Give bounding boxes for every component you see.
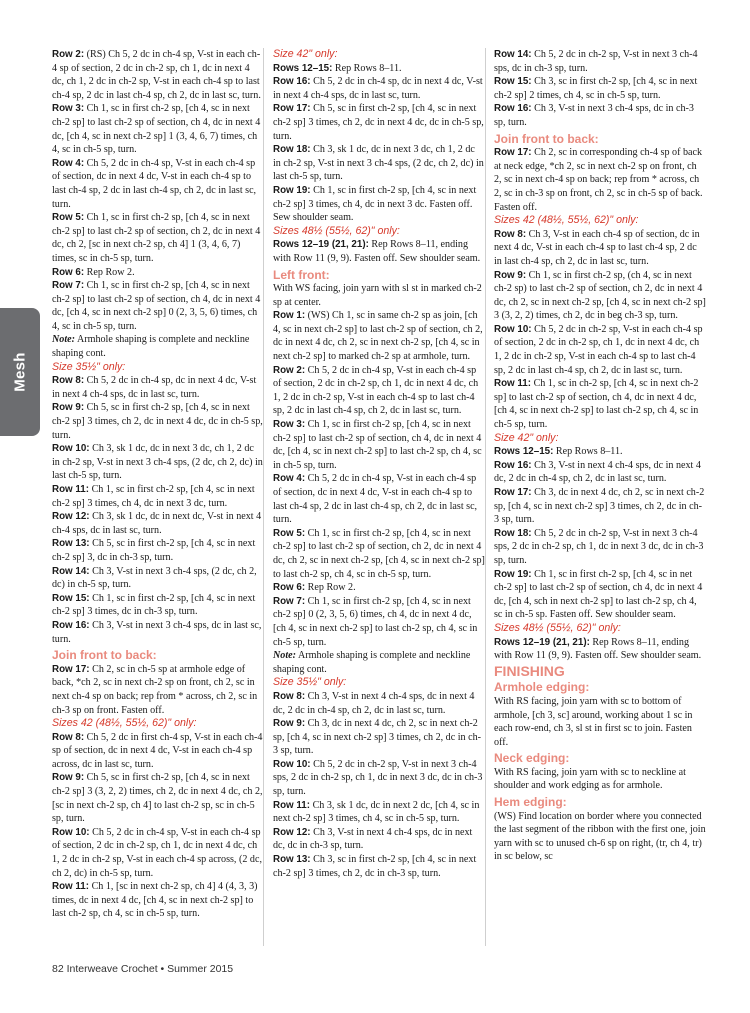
- row-number: Row 17:: [273, 103, 311, 115]
- pattern-row: [52, 537, 264, 564]
- text-column-2: [273, 48, 485, 880]
- row-instructions: Ch 1, sc in first ch-2 sp, [ch 4, sc in net ch-2 sp] to last ch-2 sp of section, ch 4, dc in next 4 dc, [ch 4, sch in next ch-2 sp] to last ch-2 sp, ch 4, sc in ch-5 sp. Fasten off. Sew shoulder seam.: [494, 568, 703, 621]
- pattern-row: [494, 527, 706, 568]
- row-number: Row 9:: [273, 718, 306, 730]
- pattern-note: [273, 649, 485, 676]
- size-heading: Size 35½" only:: [52, 360, 126, 373]
- section-heading: Neck edging:: [494, 751, 570, 766]
- pattern-row: [273, 758, 485, 799]
- row-instructions: Ch 5, 2 dc in ch-2 sp, V-st in next 3 ch-4 sps, 2 dc in ch-2 sp, ch 1, dc in next 3 dc, dc in ch-3 sp, turn.: [494, 527, 704, 566]
- pattern-row: [494, 568, 706, 622]
- row-instructions: Rep Row 2.: [86, 266, 135, 278]
- pattern-row: [273, 472, 485, 526]
- row-instructions: Ch 5, 2 dc in ch-2 sp, V-st in next 3 ch-4 sps, dc in ch-3 sp, turn.: [494, 49, 698, 74]
- pattern-row: [52, 483, 264, 510]
- row-number: Row 16:: [494, 103, 532, 115]
- pattern-row: [273, 595, 485, 649]
- row-instructions: Ch 1, sc in first ch-2 sp, [ch 4, sc in next ch-2 sp] to last ch-2 sp of section, ch 4, dc in next 4 dc, [ch 4, sc in next ch-2 sp] 1 (3, 4, 6, 7) times, ch 4, sc in ch-5 sp, turn.: [52, 103, 261, 156]
- row-instructions: (WS) Ch 1, sc in same ch-2 sp as join, [ch 4, sc in next ch-2 sp] to last ch-2 sp of section, ch 2, dc in next 4 dc, ch 2, sc in next ch-2 sp, [ch 4, sc in next ch-2 sp] to marked ch-2 sp at armhole, turn.: [273, 310, 483, 363]
- row-number: Row 11:: [494, 378, 532, 390]
- body-paragraph: With RS facing, join yarn with sc to bottom of armhole, [ch 3, sc] around, working about 1 sc in each row-end, ch 3, sl st in first sc to join. Fasten off.: [494, 695, 693, 748]
- row-instructions: Ch 1, sc in first ch-2 sp, [ch 4, sc in next ch-2 sp] to last ch-2 sp of section, ch 4, dc in next 4 dc, [ch 4, sc in next ch-2 sp] 0 (2, 3, 5, 6) times, ch 4, sc in ch-5 sp, turn.: [52, 280, 261, 332]
- row-number: Row 3:: [273, 419, 306, 431]
- row-instructions: Ch 3, V-st in next 3 ch-4 sps, dc in last sc, turn.: [52, 619, 262, 645]
- row-number: Row 18:: [273, 144, 311, 156]
- row-number: Rows 12–19 (21, 21):: [494, 636, 590, 648]
- pattern-row: [52, 211, 264, 265]
- row-instructions: Ch 5, 2 dc in ch-4 sp, dc in next 4 dc, V-st in next 4 ch-4 sps, dc in last sc, turn.: [273, 76, 483, 101]
- note-label: Note:: [273, 650, 296, 662]
- row-number: Row 4:: [273, 473, 306, 485]
- row-number: Row 18:: [494, 527, 532, 539]
- pattern-row: [52, 442, 264, 483]
- row-instructions: Ch 1, sc in first ch-2 sp, [ch 4, sc in next ch-2 sp] to last ch-2 sp of section, ch 2, dc in next 4 dc, ch 2, sc in next ch-2 sp, [ch 4, sc in next ch-2 sp] to last ch-2 sp, ch 4, sc in ch-5 sp, turn.: [273, 527, 485, 580]
- row-instructions: Ch 1, sc in first ch-2 sp, [ch 4, sc in next ch-2 sp] 3 times, ch 4, dc in next 3 dc, turn.: [52, 484, 255, 509]
- pattern-row: [52, 565, 264, 592]
- row-number: Row 10:: [494, 323, 532, 335]
- row-instructions: Ch 1, sc in first ch-2 sp, (ch 4, sc in next ch-2 sp) to last ch-2 sp of section, ch 2, dc in next 4 dc, ch 2, sc in next ch-2 sp, [ch 4, sc in next ch-2 sp] 3 (3, 2, 2) times, ch 2, dc in beg ch-3 sp, turn.: [494, 269, 706, 322]
- body-paragraph: (WS) Find location on border where you connected the last segment of the ribbon with the first one, join yarn with sc to unused ch-6 sp on right, (tr, ch 4, tr) in sc below, sc: [494, 810, 706, 863]
- size-heading: Sizes 42 (48½, 55½, 62)" only:: [494, 214, 639, 227]
- page-footer: 82 Interweave Crochet • Summer 2015: [52, 963, 234, 975]
- row-number: Row 7:: [52, 280, 85, 292]
- row-number: Row 4:: [52, 157, 85, 169]
- row-number: Row 16:: [494, 459, 532, 471]
- row-number: Row 19:: [273, 184, 311, 196]
- row-number: Rows 12–19 (21, 21):: [273, 239, 369, 251]
- pattern-row: [494, 377, 706, 431]
- row-instructions: Ch 5, 2 dc in ch-2 sp, V-st in next 3 ch-4 sps, 2 dc in ch-2 sp, ch 1, dc in next 3 dc, dc in ch-3 sp, turn.: [273, 758, 483, 798]
- pattern-row: [52, 510, 264, 537]
- row-instructions: Ch 3, V-st in next 4 ch-4 sps, dc in next dc, dc in ch-3 sp, turn.: [273, 826, 473, 852]
- pattern-row: [494, 269, 706, 323]
- body-paragraph: With WS facing, join yarn with sl st in marked ch-2 sp at center.: [273, 283, 482, 308]
- row-number: Row 5:: [52, 212, 85, 224]
- pattern-row: [52, 826, 264, 880]
- row-instructions: Ch 2, sc in corresponding ch-4 sp of back at neck edge, *ch 2, sc in next ch-2 sp on front, ch 2, sc in next ch-4 sp on back; rep from * across, ch 2, sc in ch-3 sp on front, ch 2, sc in ch-5 sp of back. Fasten off.: [494, 147, 703, 213]
- row-instructions: Ch 1, sc in first ch-2 sp, [ch 4, sc in next ch-2 sp] to last ch-2 sp of section, ch 2, dc in next 4 dc, ch 2, [sc in next ch-2 sp, ch 4] 1 (3, 4, 6, 7) times, sc in ch-5 sp, turn.: [52, 212, 261, 264]
- row-number: Row 14:: [52, 565, 90, 577]
- row-number: Row 17:: [494, 147, 532, 159]
- section-heading: Join front to back:: [52, 648, 157, 663]
- major-heading: FINISHING: [494, 662, 565, 679]
- row-instructions: Rep Rows 8–11.: [555, 446, 623, 458]
- row-number: Row 10:: [52, 826, 90, 838]
- pattern-row: [273, 62, 485, 76]
- pattern-row: [273, 238, 485, 265]
- row-instructions: Ch 1, sc in first ch-2 sp, [ch 4, sc in next ch-2 sp] 3 times, dc in ch-3 sp, turn.: [52, 592, 256, 618]
- row-number: Row 17:: [52, 663, 90, 675]
- row-instructions: Ch 1, sc in first ch-2 sp, [ch 4, sc in next ch-2 sp] 3 times, ch 4, dc in next 3 dc. Fasten off. Sew shoulder seam.: [273, 184, 477, 224]
- pattern-row: [52, 102, 264, 156]
- row-instructions: Ch 5, 2 dc in first ch-4 sp, V-st in each ch-4 sp of section, dc in next 4 dc, V-st in each ch-4 sp across, dc in last sc, turn.: [52, 731, 263, 770]
- row-instructions: Ch 5, 2 dc in ch-4 sp, dc in next 4 dc, V-st in next 4 ch-4 sps, dc in last sc, turn.: [52, 375, 257, 400]
- pattern-row: [273, 581, 485, 595]
- pattern-row: [273, 717, 485, 758]
- row-instructions: (RS) Ch 5, 2 dc in ch-4 sp, V-st in each ch-4 sp of section, 2 dc in ch-2 sp, ch 1, dc in next 4 dc, ch 1, 2 dc in ch-2 sp, V-st in each ch-4 sp to last ch-4 sp, 2 dc in last ch-4 sp, ch 2, dc in last sc, turn.: [52, 49, 261, 101]
- size-heading: Size 42" only:: [273, 48, 338, 60]
- column-divider: [485, 48, 486, 946]
- pattern-row: [273, 799, 485, 826]
- section-tab-label: Mesh: [11, 352, 29, 392]
- row-instructions: Armhole shaping is complete and neckline shaping cont.: [52, 334, 250, 360]
- row-instructions: Ch 3, V-st in next 4 ch-4 sps, dc in next 4 dc, 2 dc in ch-4 sp, ch 2, dc in last sc, turn.: [494, 459, 701, 485]
- pattern-row: [52, 157, 264, 211]
- row-number: Row 11:: [52, 881, 90, 893]
- row-number: Row 11:: [273, 799, 311, 811]
- row-instructions: Ch 1, sc in ch-2 sp, [ch 4, sc in next ch-2 sp] to last ch-2 sp of section, ch 4, dc in next 4 dc, [ch 4, sc in next ch-2 sp] to last ch-2 sp, ch 4, sc in ch-5 sp, turn.: [494, 378, 699, 431]
- section-heading: Armhole edging:: [494, 680, 590, 695]
- row-instructions: Ch 3, V-st in next 3 ch-4 sps, (2 dc, ch 2, dc) in ch-5 sp, turn.: [52, 565, 257, 591]
- row-instructions: Ch 2, sc in ch-5 sp at armhole edge of back, *ch 2, sc in next ch-2 sp on front, ch 2, sc in next ch-4 sp on back; rep from * across, ch 2, sc in ch-3 sp on front. Fasten off.: [52, 663, 258, 716]
- pattern-row: [52, 771, 264, 825]
- row-number: Row 10:: [273, 758, 311, 770]
- row-number: Row 8:: [52, 731, 85, 743]
- row-number: Row 6:: [273, 582, 306, 594]
- pattern-row: [494, 102, 706, 129]
- section-tab: [0, 308, 40, 436]
- row-instructions: Ch 5, 2 dc in ch-4 sp, V-st in each ch-4 sp of section, 2 dc in ch-2 sp, ch 1, dc in next 4 dc, ch 1, 2 dc in ch-2 sp, V-st in each ch-4 sp to last ch-4 sp, 2 dc in last ch-4 sp, ch 2, dc in last sc, turn.: [273, 364, 479, 417]
- row-number: Row 8:: [273, 690, 306, 702]
- text-column-1: [52, 48, 264, 921]
- row-instructions: Rep Rows 8–11, ending with Row 11 (9, 9). Fasten off. Sew shoulder seam.: [494, 636, 702, 662]
- size-heading: Size 42" only:: [494, 431, 559, 444]
- row-number: Row 8:: [494, 228, 527, 240]
- pattern-row: [52, 592, 264, 619]
- row-number: Row 7:: [273, 595, 306, 607]
- row-instructions: Ch 5, sc in first ch-2 sp, [ch 4, sc in next ch-2 sp] 3 times, ch 2, dc in next 4 dc, dc in ch-5 sp, turn.: [273, 103, 484, 142]
- size-heading: Size 35½" only:: [273, 676, 347, 689]
- row-instructions: Ch 5, 2 dc in ch-2 sp, V-st in each ch-4 sp of section, 2 dc in ch-2 sp, ch 1, dc in next 4 dc, ch 1, 2 dc in ch-2 sp, V-st in each ch-4 sp to last ch-4 sp, 2 dc in last ch-4 sp, ch 2, dc in last sc, turn.: [494, 323, 703, 376]
- row-instructions: Ch 3, dc in next 4 dc, ch 2, sc in next ch-2 sp, [ch 4, sc in next ch-2 sp] 3 times, ch 2, dc in ch-3 sp, turn.: [494, 487, 705, 526]
- text-column-3: [494, 48, 706, 864]
- pattern-row: [52, 279, 264, 333]
- row-instructions: Rep Row 2.: [307, 582, 356, 594]
- row-instructions: Ch 5, 2 dc in ch-4 sp, V-st in each ch-4 sp of section, dc in next 4 dc, V-st in each ch-4 sp to last ch-4 sp, 2 dc in last ch-4 sp, ch 2, dc in last sc, turn.: [273, 473, 478, 526]
- pattern-row: [494, 75, 706, 102]
- size-heading: Sizes 42 (48½, 55½, 62)" only:: [52, 717, 197, 730]
- pattern-row: [52, 48, 264, 102]
- pattern-row: [273, 75, 485, 102]
- row-number: Row 9:: [52, 402, 85, 414]
- row-instructions: Ch 1, sc in first ch-2 sp, [ch 4, sc in next ch-2 sp] 0 (2, 3, 5, 6) times, ch 4, dc in next 4 dc, [ch 4, sc in next ch-2 sp] to last ch-2 sp, ch 4, sc in ch-5 sp, turn.: [273, 595, 478, 648]
- row-instructions: Ch 3, sk 1 dc, dc in next 3 dc, ch 1, 2 dc in ch-2 sp, V-st in next 3 ch-4 sps, (2 dc, ch 2, dc) in last ch-5 sp, turn.: [273, 144, 484, 183]
- size-heading: Sizes 48½ (55½, 62)" only:: [494, 621, 621, 634]
- pattern-row: [52, 663, 264, 717]
- row-number: Row 16:: [52, 619, 90, 631]
- row-number: Row 3:: [52, 103, 85, 115]
- row-number: Rows 12–15:: [273, 62, 333, 74]
- row-instructions: Ch 3, dc in next 4 dc, ch 2, sc in next ch-2 sp, [ch 4, sc in next ch-2 sp] 3 times, ch 2, dc in ch-3 sp, turn.: [273, 718, 481, 757]
- row-instructions: Ch 3, sc in first ch-2 sp, [ch 4, sc in next ch-2 sp] 3 times, ch 2, dc in ch-3 sp, turn.: [273, 854, 477, 879]
- row-instructions: Ch 5, sc in first ch-2 sp, [ch 4, sc in next ch-2 sp] 3, dc in ch-3 sp, turn.: [52, 538, 256, 563]
- pattern-row: [494, 459, 706, 486]
- row-number: Row 8:: [52, 375, 85, 387]
- row-number: Row 1:: [273, 310, 306, 322]
- pattern-row: [273, 102, 485, 143]
- row-number: Row 16:: [273, 76, 311, 88]
- row-number: Row 13:: [273, 854, 311, 866]
- pattern-row: [52, 731, 264, 772]
- row-number: Row 9:: [494, 269, 527, 281]
- note-label: Note:: [52, 334, 75, 346]
- pattern-row: [494, 445, 706, 459]
- pattern-note: [52, 333, 264, 360]
- row-number: Row 6:: [52, 266, 85, 278]
- section-heading: Left front:: [273, 267, 330, 282]
- section-heading: Hem edging:: [494, 795, 567, 810]
- row-number: Row 13:: [52, 538, 90, 550]
- pattern-row: [494, 146, 706, 214]
- pattern-row: [494, 228, 706, 269]
- row-number: Row 17:: [494, 487, 532, 498]
- row-instructions: Ch 3, sk 1 dc, dc in next 2 dc, [ch 4, sc in next ch-2 sp] 3 times, ch 4, sc in ch-5 sp, turn.: [273, 799, 480, 825]
- pattern-row: [273, 309, 485, 363]
- row-number: Row 2:: [273, 364, 306, 376]
- row-number: Row 11:: [52, 484, 90, 495]
- row-instructions: Rep Rows 8–11.: [334, 62, 402, 74]
- row-number: Row 12:: [273, 826, 311, 838]
- body-paragraph: With RS facing, join yarn with sc to neckline at shoulder and work edging as for armhole.: [494, 766, 686, 792]
- pattern-row: [273, 364, 485, 418]
- row-number: Row 19:: [494, 568, 532, 580]
- row-instructions: Ch 1, sc in first ch-2 sp, [ch 4, sc in next ch-2 sp] to last ch-2 sp of section, ch 4, dc in next 4 dc, [ch 4, sc in next ch-2 sp] to last ch-2 sp, ch 4, sc in ch-5 sp, turn.: [273, 419, 482, 471]
- pattern-row: [52, 619, 264, 646]
- pattern-row: [273, 418, 485, 472]
- row-instructions: Ch 5, 2 dc in ch-4 sp, V-st in each ch-4 sp of section, 2 dc in ch-2 sp, ch 1, dc in next 4 dc, ch 1, 2 dc in ch-2 sp, V-st in each ch-4 sp across, (2 dc, ch 2, dc) in ch-5 sp, turn.: [52, 826, 262, 879]
- row-number: Row 14:: [494, 49, 532, 60]
- pattern-row: [273, 690, 485, 717]
- pattern-row: [494, 48, 706, 75]
- row-number: Row 15:: [494, 76, 532, 88]
- row-instructions: Ch 1, [sc in next ch-2 sp, ch 4] 4 (4, 3, 3) times, dc in next 4 dc, [ch 4, sc in next ch-2 sp] to last ch-2 sp, ch 4, sc in ch-5 sp, turn.: [52, 881, 258, 920]
- row-instructions: Rep Rows 8–11, ending with Row 11 (9, 9). Fasten off. Sew shoulder seam.: [273, 239, 481, 264]
- row-number: Row 15:: [52, 592, 90, 604]
- pattern-row: [273, 527, 485, 581]
- row-number: Row 2:: [52, 49, 85, 60]
- row-instructions: Ch 3, V-st in next 3 ch-4 sps, dc in ch-3 sp, turn.: [494, 103, 694, 128]
- row-number: Row 10:: [52, 443, 90, 455]
- row-instructions: Ch 5, sc in first ch-2 sp, [ch 4, sc in next ch-2 sp] 3 (3, 2, 2) times, ch 2, dc in next 4 dc, ch 2, [sc in next ch-2 sp, ch 4] to last ch-2 sp, sc in ch-5 sp, turn.: [52, 772, 263, 825]
- row-instructions: Ch 5, sc in first ch-2 sp, [ch 4, sc in next ch-2 sp] 3 times, ch 2, dc in next 4 dc, dc in ch-5 sp, turn.: [52, 402, 263, 441]
- row-number: Row 12:: [52, 511, 90, 523]
- pattern-row: [494, 323, 706, 377]
- pattern-row: [273, 853, 485, 880]
- pattern-row: [494, 636, 706, 663]
- row-number: Row 9:: [52, 772, 85, 784]
- pattern-row: [52, 374, 264, 401]
- row-instructions: Ch 5, 2 dc in ch-4 sp, V-st in each ch-4 sp of section, dc in next 4 dc, V-st in each ch-4 sp to last ch-4 sp, 2 dc in last ch-4 sp, ch 2, dc in last sc, turn.: [52, 157, 257, 210]
- row-instructions: Armhole shaping is complete and neckline shaping cont.: [273, 650, 471, 675]
- row-number: Rows 12–15:: [494, 446, 554, 458]
- pattern-row: [52, 401, 264, 442]
- section-heading: Join front to back:: [494, 131, 599, 146]
- row-instructions: Ch 3, sk 1 dc, dc in next dc, V-st in next 4 ch-4 sps, dc in last sc, turn.: [52, 511, 262, 536]
- row-instructions: Ch 3, sk 1 dc, dc in next 3 dc, ch 1, 2 dc in ch-2 sp, V-st in next 3 ch-4 sps, (2 dc, ch 2, dc) in last ch-5 sp, turn.: [52, 443, 263, 482]
- row-instructions: Ch 3, V-st in next 4 ch-4 sps, dc in next 4 dc, 2 dc in ch-4 sp, ch 2, dc in last sc, turn.: [273, 690, 475, 716]
- row-number: Row 5:: [273, 527, 306, 539]
- pattern-row: [273, 143, 485, 184]
- pattern-row: [273, 826, 485, 853]
- pattern-row: [52, 266, 264, 280]
- pattern-row: [494, 486, 706, 527]
- row-instructions: Ch 3, V-st in each ch-4 sp of section, dc in next 4 dc, V-st in each ch-4 sp to last ch-4 sp, 2 dc in last ch-4 sp, ch 2, dc in last sc, turn.: [494, 228, 700, 267]
- size-heading: Sizes 48½ (55½, 62)" only:: [273, 224, 400, 237]
- row-instructions: Ch 3, sc in first ch-2 sp, [ch 4, sc in next ch-2 sp] 2 times, ch 4, sc in ch-5 sp, turn.: [494, 76, 698, 101]
- pattern-row: [52, 880, 264, 921]
- pattern-row: [273, 184, 485, 225]
